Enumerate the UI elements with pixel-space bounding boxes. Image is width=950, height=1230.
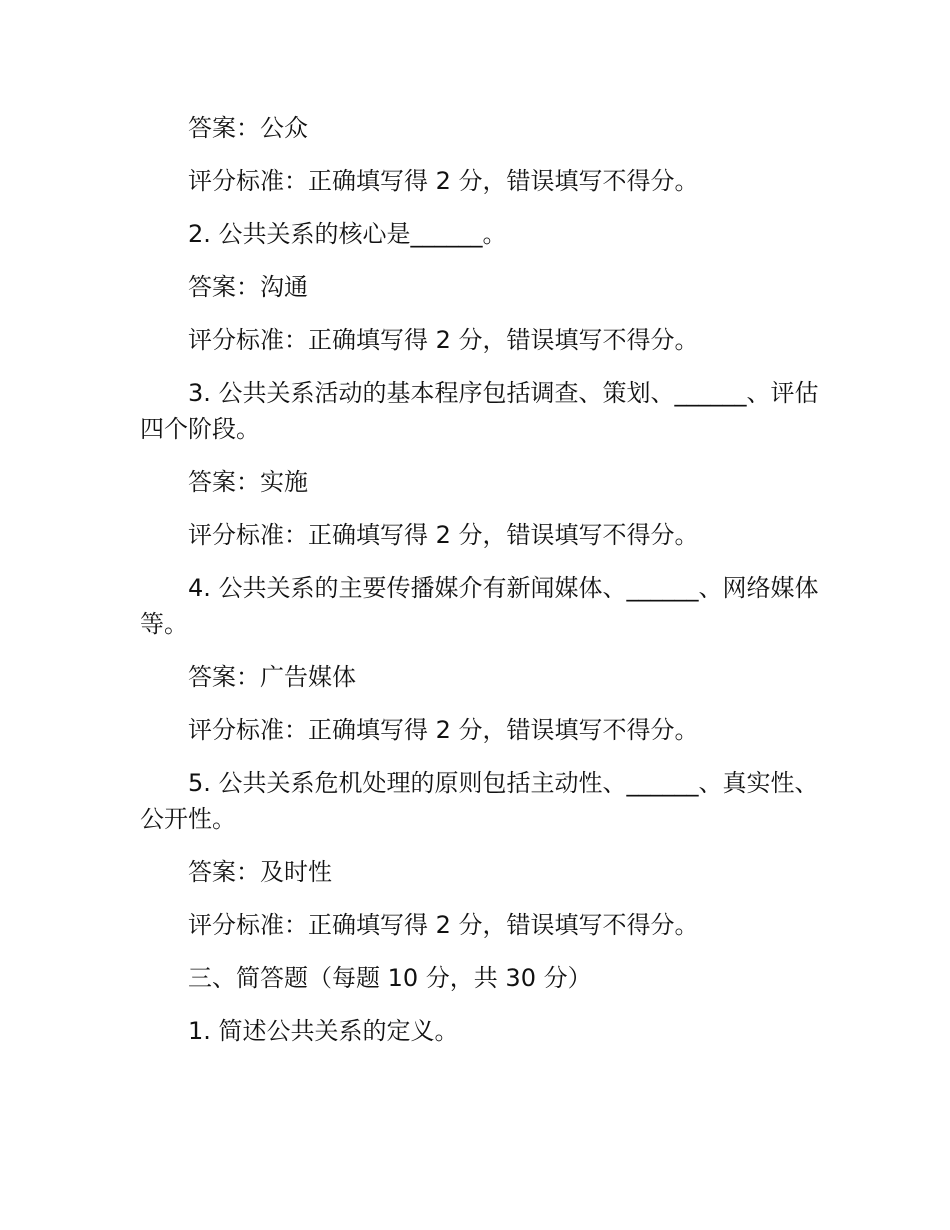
scoring-criteria: 评分标准：正确填写得 2 分，错误填写不得分。 (188, 716, 699, 744)
answer-line: 答案：公众 (188, 114, 308, 142)
answer-line: 答案：沟通 (188, 273, 308, 301)
question-short-answer-1: 1. 简述公共关系的定义。 (188, 1017, 459, 1045)
scoring-criteria: 评分标准：正确填写得 2 分，错误填写不得分。 (188, 326, 699, 354)
document-body (140, 110, 822, 1066)
question-5: 5. 公共关系危机处理的原则包括主动性、______、真实性、公开性。 (140, 769, 819, 833)
scoring-criteria: 评分标准：正确填写得 2 分，错误填写不得分。 (188, 911, 699, 939)
answer-line: 答案：实施 (188, 468, 308, 496)
question-3: 3. 公共关系活动的基本程序包括调查、策划、______、评估四个阶段。 (140, 379, 819, 443)
question-2: 2. 公共关系的核心是______。 (188, 220, 507, 248)
question-4: 4. 公共关系的主要传播媒介有新闻媒体、______、网络媒体等。 (140, 574, 819, 638)
section-heading: 三、简答题（每题 10 分，共 30 分） (188, 964, 592, 992)
answer-line: 答案：及时性 (188, 858, 332, 886)
scoring-criteria: 评分标准：正确填写得 2 分，错误填写不得分。 (188, 167, 699, 195)
scoring-criteria: 评分标准：正确填写得 2 分，错误填写不得分。 (188, 521, 699, 549)
answer-line: 答案：广告媒体 (188, 663, 356, 691)
